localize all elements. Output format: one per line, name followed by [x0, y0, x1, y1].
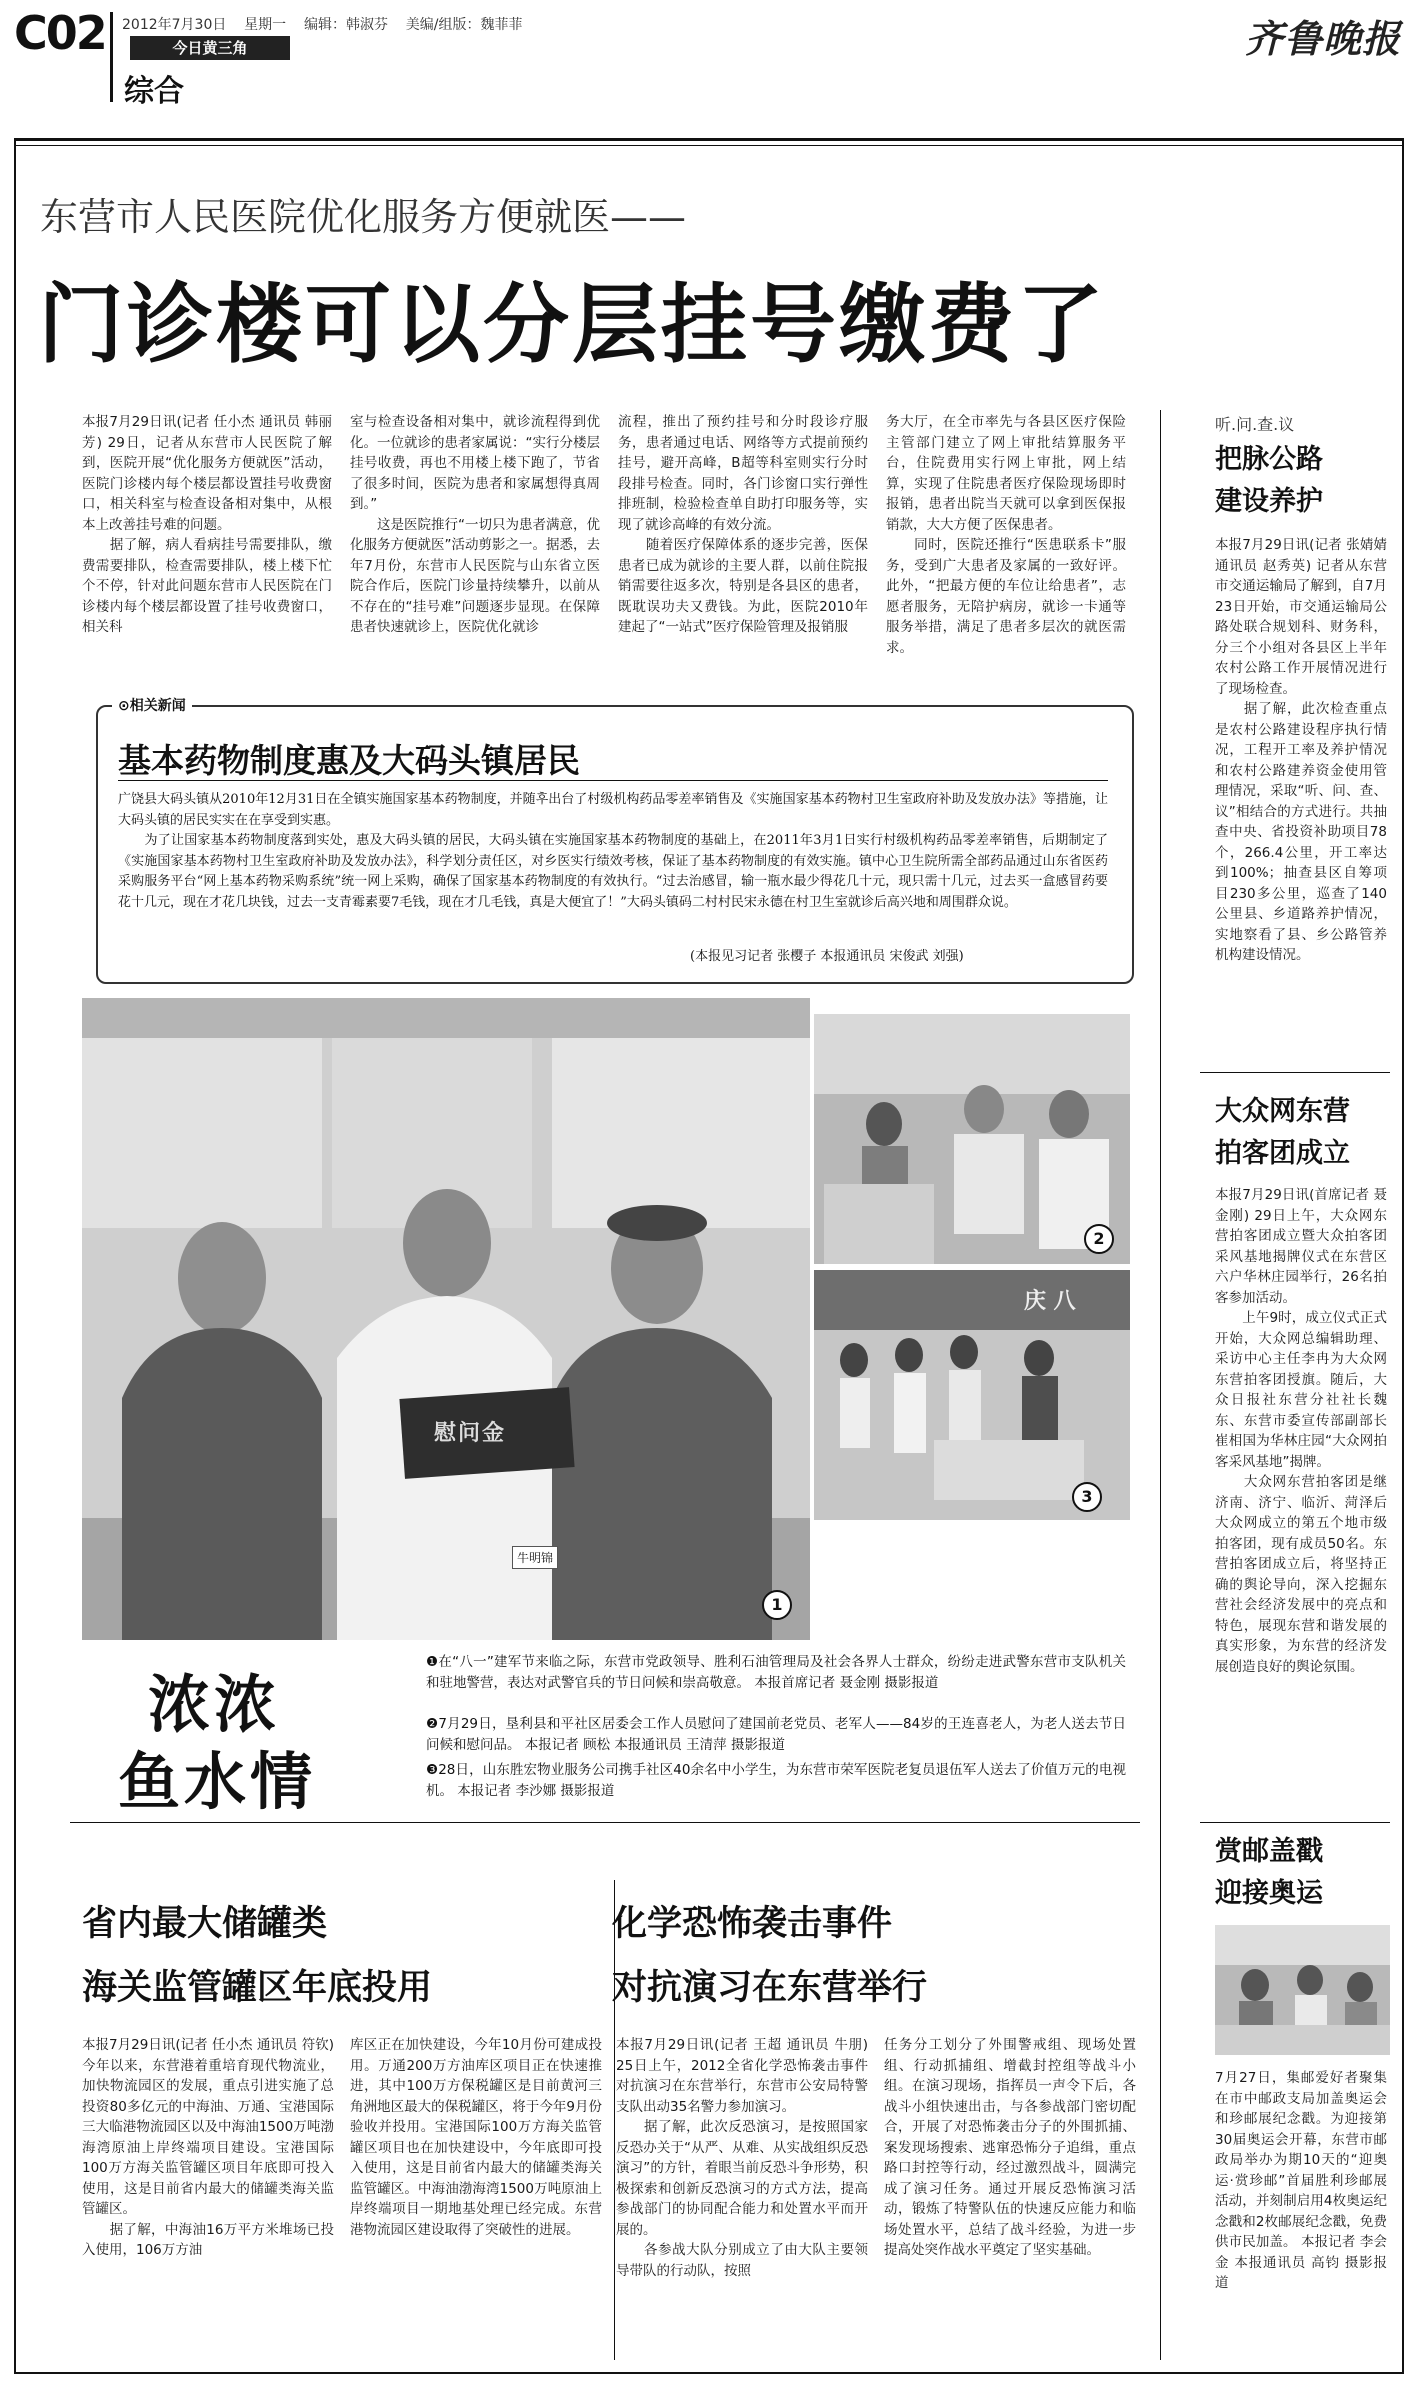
- story2-column-1: 本报7月29日讯(记者 任小杰 通讯员 符钦) 今年以来，东营港着重培育现代物流业，加快物流园区的发展，重点引进实施了总投资80多亿元的中海油、万通、宝港国际三大临港物流园区以及中海油1500万吨渤海湾原油上岸终端项目建设。宝港国际100万方海关监管罐区项目年底即可投入使用，这是目前省内最大的储罐类海关监管罐区。 据了解，中海油16万平方米堆场已投入使用，106万方油: [82, 2037, 334, 2258]
- photo-1-illustration: [82, 998, 810, 1640]
- lead-column-3: 流程，推出了预约挂号和分时段诊疗服务，患者通过电话、网络等方式提前预约挂号，避开高峰，B超等科室则实行分时段排号检查。同时，各门诊窗口实行弹性排班制，检验检查单自助打印服务等，实现了就诊高峰的有效分流。 随着医疗保障体系的逐步完善，医保患者已成为就诊的主要人群，以前住院报销需要往返多次，特别是各县区的患者，既耽误功夫又费钱。为此，医院2010年建起了“一站式”医疗保险管理及报销服: [618, 414, 868, 635]
- related-title: 基本药物制度惠及大码头镇居民: [118, 741, 580, 780]
- lead-column-4: 务大厅，在全市率先与各县区医疗保险主管部门建立了网上审批结算服务平台，住院费用实行网上审批，网上结算，实现了住院患者医疗保险现场即时报销，患者出院当天就可以拿到医保报销款，大大方便了医保患者。 同时，医院还推行“医患联系卡”服务，受到广大患者及家属的一致好评。此外，“把最方便的车位让给患者”，志愿者服务，无陪护病房，就诊一卡通等服务举措，满足了患者多层次的就医需求。: [886, 414, 1126, 656]
- story2-title-2: 海关监管罐区年底投用: [82, 1968, 433, 2008]
- caption-2: ❷7月29日，垦利县和平社区居委会工作人员慰问了建国前老党员、老军人——84岁的王连喜老人，为老人送去节日问候和慰问品。 本报记者 顾松 本报通讯员 王清萍 摄影报道: [426, 1716, 1126, 1753]
- page-number: C02: [14, 6, 106, 60]
- related-label-icon: ⊙: [118, 698, 130, 714]
- top-rule: [14, 138, 1404, 141]
- related-byline: (本报见习记者 张樱子 本报通讯员 宋俊武 刘强): [690, 949, 964, 964]
- sidebar-3-title-2: 迎接奥运: [1215, 1878, 1323, 1909]
- header-meta: [122, 14, 523, 34]
- sidebar-3-photo: [1215, 1925, 1390, 2055]
- header-date: 2012年7月30日: [122, 17, 227, 33]
- related-body: 广饶县大码头镇从2010年12月31日在全镇实施国家基本药物制度，并随후出台了村级机构药品零差率销售及《实施国家基本药物村卫生室政府补助及发放办法》等措施，让大码头镇的居民实实在在享受到实惠。 为了让国家基本药物制度落到实处，惠及大码头镇的居民，大码头镇在实施国家基本药物制度的基础上，在2011年3月1日实行村级机构药品零差率销售，后期制定了《实施国家基本药物村卫生室政府补助及发放办法》，科学划分责任区，对乡医实行绩效考核，保证了基本药物制度的有效实施。镇中心卫生院所需全部药品通过山东省医药采购服务平台“网上基本药物采购系统”统一网上采购，确保了国家基本药物制度的有效执行。“过去治感冒，输一瓶水最少得花几十元，现只需十几元，过去买一盒感冒药要花十几元，现在才花几块钱，过去一支青霉素要7毛钱，现在才几毛钱，真是大便宜了！”大码头镇码二村村民宋永德在村卫生室就诊后高兴地和周围群众说。: [118, 792, 1108, 910]
- sidebar-1-title-1: 把脉公路: [1215, 444, 1323, 475]
- column-tag: 今日黄三角: [130, 36, 290, 60]
- story3-column-1: 本报7月29日讯(记者 王超 通讯员 牛朋) 25日上午，2012全省化学恐怖袭击事件对抗演习在东营举行，东营市公安局特警支队出动35名警力参加演习。 据了解，此次反恐演习，是按照国家反恐办关于“从严、从难、从实战组织反恐演习”的方针，着眼当前反恐斗争形势，积极探索和创新反恐演习的方式方法，提高参战部门的协同配合能力和处置水平而开展的。 各参战大队分别成立了由大队主要领导带队的行动队，按照: [616, 2037, 868, 2279]
- related-label: ⊙相关新闻: [112, 695, 192, 715]
- story3-column-2: 任务分工划分了外围警戒组、现场处置组、行动抓捕组、增截封控组等战斗小组。在演习现场，指挥员一声令下后，各战斗小组快速出击，与各参战部门密切配合，开展了对恐怖袭击分子的外围抓捕、案发现场搜索、逃窜恐怖分子追缉，重点路口封控等行动，经过激烈战斗，圆满完成了演习任务。通过开展反恐怖演习活动，锻炼了特警队伍的快速反应能力和临场处置水平，总结了战斗经验，为进一步提高处突作战水平奠定了坚实基础。: [884, 2037, 1136, 2258]
- lead-column-2: 室与检查设备相对集中，就诊流程得到优化。一位就诊的患者家属说：“实行分楼层挂号收费，再也不用楼上楼下跑了，节省了很多时间，医院为患者和家属想得真周到。” 这是医院推行“一切只为患者满意，优化服务方便就医”活动剪影之一。据悉，去年7月份，东营市人民医院与山东省立医院合作后，医院门诊量持续攀升，以前从不存在的“挂号难”问题逐步显现。在保障患者快速就诊上，医院优化就诊: [350, 414, 600, 635]
- header-weekday: 星期一: [244, 17, 287, 33]
- section-name: 综合: [124, 74, 184, 109]
- header-divider: [110, 12, 113, 102]
- sidebar-rule-2: [1200, 1822, 1390, 1823]
- photo-3: [814, 1270, 1130, 1520]
- donation-board-text: 慰问金: [434, 1420, 507, 1446]
- photo-2-illustration: [814, 1014, 1130, 1264]
- photo-2: [814, 1014, 1130, 1264]
- feature-title-1: 浓浓: [148, 1668, 281, 1741]
- table-nameplate: 牛明锦: [512, 1546, 558, 1569]
- feature-bottom-rule: [70, 1822, 1140, 1823]
- main-headline: 门诊楼可以分层挂号缴费了: [38, 274, 1106, 375]
- sidebar-1-kicker: 听.问.查.议: [1215, 415, 1295, 434]
- story3-title-2: 对抗演习在东营举行: [612, 1968, 928, 2008]
- lead-column-1: 本报7月29日讯(记者 任小杰 通讯员 韩丽芳) 29日，记者从东营市人民医院了解到，医院开展“优化服务方便就医”活动，医院门诊楼内每个楼层都设置挂号收费窗口，相关科室与检查设备相对集中，从根本上改善挂号难的问题。 据了解，病人看病挂号需要排队，缴费需要排队，检查需要排队，楼上楼下忙个不停，针对此问题东营市人民医院在门诊楼内每个楼层都设置了挂号收费窗口，相关科: [82, 414, 332, 635]
- sidebar-divider: [1160, 410, 1161, 2360]
- right-frame: [1402, 138, 1404, 2373]
- sidebar-3-body: 7月27日，集邮爱好者聚集在市中邮政支局加盖奥运会和珍邮展纪念戳。为迎接第30届奥运会开幕，东营市邮政局举办为期10天的“迎奥运·赏珍邮”首届胜利珍邮展活动，并刻制启用4枚奥运纪念戳和2枚邮展纪念戳，免费供市民加盖。 本报记者 李会金 本报通讯员 高钧 摄影报道: [1215, 2070, 1387, 2291]
- feature-title-2: 鱼水情: [118, 1745, 317, 1818]
- stamp-event-illustration: [1215, 1925, 1390, 2055]
- sidebar-1-body: 本报7月29日讯(记者 张婧婧 通讯员 赵秀英) 记者从东营市交通运输局了解到，自7月23日开始，市交通运输局公路处联合规划科、财务科，分三个小组对各县区上半年农村公路工作开展情况进行了现场检查。 据了解，此次检查重点是农村公路建设程序执行情况，工程开工率及养护情况和农村公路建养资金使用管理情况，采取“听、问、查、议”相结合的方式进行。共抽查中央、省投资补助项目78个，266.4公里，开工率达到100%；抽查县区自筹项目230多公里，巡查了140公里县、乡道路养护情况，实地察看了县、乡公路管养机构建设情况。: [1215, 537, 1387, 963]
- sidebar-2-title-2: 拍客团成立: [1215, 1138, 1350, 1169]
- related-title-rule: [118, 780, 1108, 781]
- sidebar-1-title-2: 建设养护: [1215, 486, 1323, 517]
- headline-kicker: 东营市人民医院优化服务方便就医——: [40, 195, 687, 239]
- sidebar-2-title-1: 大众网东营: [1215, 1096, 1350, 1127]
- story-divider: [614, 1880, 615, 2360]
- left-frame: [14, 138, 16, 2373]
- photo-3-number: 3: [1072, 1482, 1102, 1512]
- photo-1-number: 1: [762, 1590, 792, 1620]
- header-designer: 美编/组版：魏菲菲: [405, 17, 523, 33]
- story2-column-2: 库区正在加快建设，今年10月份可建成投用。万通200万方油库区项目正在快速推进，其中100万方保税罐区是目前黄河三角洲地区最大的保税罐区，将于今年9月份验收并投用。宝港国际100万方海关监管罐区项目也在加快建设中，今年底即可投入使用，这是目前省内最大的储罐类海关监管罐区。中海油渤海湾1500万吨原油上岸终端项目一期地基处理已经完成。东营港物流园区建设取得了突破性的进展。: [350, 2037, 602, 2238]
- photo-2-number: 2: [1084, 1224, 1114, 1254]
- photo-1: [82, 998, 810, 1640]
- story3-title-1: 化学恐怖袭击事件: [612, 1904, 893, 1944]
- top-rule-thin: [14, 145, 1404, 146]
- sidebar-2-body: 本报7月29日讯(首席记者 聂金刚) 29日上午，大众网东营拍客团成立暨大众拍客团采风基地揭牌仪式在东营区六户华林庄园举行，26名拍客参加活动。 上午9时，成立仪式正式开始，大众网总编辑助理、采访中心主任李冉为大众网东营拍客团授旗。随后，大众日报社东营分社社长魏东、东营市委宣传部副部长崔相国为华林庄园“大众网拍客采风基地”揭牌。 大众网东营拍客团是继济南、济宁、临沂、菏泽后大众网成立的第五个地市级拍客团，现有成员50名。东营拍客团成立后，将坚持正确的舆论导向，深入挖掘东营社会经济发展中的亮点和特色，展现东营和谐发展的真实形象，为东营的经济发展创造良好的舆论氛围。: [1215, 1187, 1387, 1675]
- bottom-rule: [14, 2372, 1404, 2374]
- header-editor: 编辑：韩淑芬: [303, 17, 388, 33]
- caption-1: ❶在“八一”建军节来临之际，东营市党政领导、胜利石油管理局及社会各界人士群众，纷纷走进武警东营市支队机关和驻地警营，表达对武警官兵的节日问候和崇高敬意。 本报首席记者 聂金刚 摄影报道: [426, 1654, 1126, 1691]
- story2-title-1: 省内最大储罐类: [82, 1904, 328, 1944]
- newspaper-logo: 齐鲁晚报: [1245, 16, 1402, 61]
- banner-text: 庆 八: [1024, 1289, 1076, 1314]
- sidebar-3-title-1: 赏邮盖戳: [1215, 1836, 1323, 1867]
- caption-3: ❸28日，山东胜宏物业服务公司携手社区40余名中小学生，为东营市荣军医院老复员退伍军人送去了价值万元的电视机。 本报记者 李沙娜 摄影报道: [426, 1762, 1126, 1799]
- sidebar-rule-1: [1200, 1072, 1390, 1073]
